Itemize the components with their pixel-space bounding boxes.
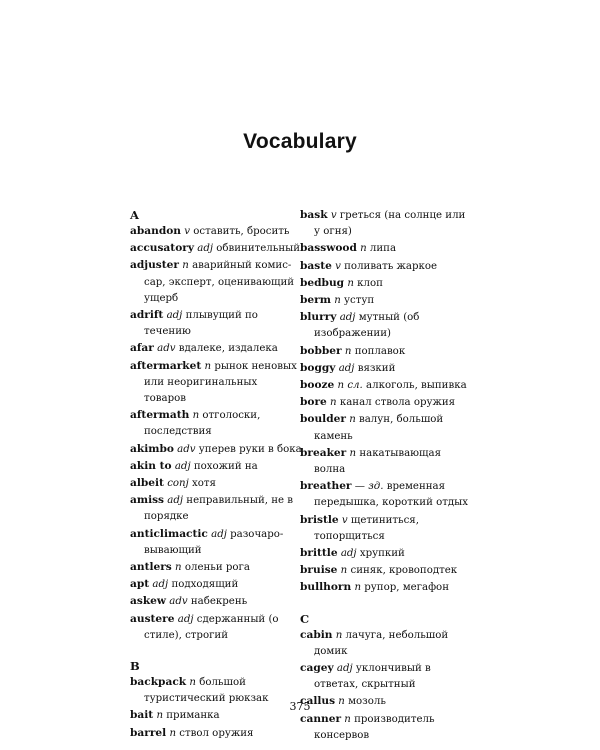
headword: blurry: [300, 311, 337, 324]
part-of-speech: adv: [157, 343, 176, 355]
headword: brittle: [300, 547, 338, 560]
headword: cabin: [300, 628, 333, 641]
part-of-speech: n: [169, 727, 177, 739]
section-letter: A: [130, 208, 139, 222]
headword: bedbug: [300, 276, 345, 289]
vocab-entry: [130, 725, 302, 742]
vocab-entry: [300, 309, 472, 342]
headword: abandon: [130, 225, 182, 237]
part-of-speech: v: [341, 514, 348, 526]
definition: сдержанный (о стиле), строгий: [144, 613, 279, 641]
part-of-speech: adj: [197, 243, 214, 255]
right-column: [300, 207, 472, 744]
definition: набекрень: [190, 596, 248, 608]
vocab-entry: [130, 223, 302, 240]
vocab-entry: [130, 407, 302, 440]
definition: мозоль: [348, 696, 386, 708]
vocab-entry: [130, 441, 302, 458]
definition: клоп: [357, 277, 383, 289]
part-of-speech: adj: [152, 579, 169, 591]
section-gap: [130, 644, 302, 658]
definition: поливать жаркое: [344, 260, 438, 272]
vocab-entry: [300, 545, 472, 562]
vocab-entry: [300, 562, 472, 579]
part-of-speech: v: [184, 226, 191, 237]
headword: bobber: [300, 344, 342, 357]
vocab-entry: [300, 360, 472, 377]
headword: basswood: [300, 242, 357, 255]
part-of-speech: n: [330, 397, 337, 409]
headword: adjuster: [130, 259, 179, 272]
definition: канал ствола оружия: [339, 397, 456, 409]
vocab-entry: [300, 394, 472, 411]
definition: уступ: [344, 295, 375, 307]
part-of-speech: n: [334, 295, 341, 307]
vocab-entry: [130, 576, 302, 593]
definition: оленьи рога: [184, 562, 250, 574]
definition: производитель консервов: [314, 713, 435, 741]
headword: antlers: [130, 561, 172, 574]
section-gap: [300, 597, 472, 611]
definition: приманка: [166, 710, 220, 722]
definition: плывущий по течению: [144, 310, 258, 338]
part-of-speech: n: [156, 710, 164, 722]
headword: boggy: [300, 361, 336, 374]
headword: bask: [300, 209, 328, 221]
part-of-speech: adj: [166, 310, 183, 322]
headword: akin to: [130, 459, 172, 472]
definition: отголоски, последствия: [144, 410, 261, 438]
definition: липа: [369, 243, 397, 255]
headword: akimbo: [130, 442, 174, 455]
vocab-entry: [130, 611, 302, 644]
part-of-speech: n: [347, 277, 354, 289]
part-of-speech: n: [340, 565, 348, 577]
part-of-speech: n: [344, 713, 351, 725]
left-column: [130, 207, 302, 742]
headword: booze: [300, 379, 335, 392]
vocab-entry: [130, 492, 302, 525]
part-of-speech: n: [182, 260, 189, 272]
part-of-speech: n: [354, 582, 362, 594]
part-of-speech: adj: [336, 663, 353, 675]
part-of-speech: n: [204, 360, 212, 372]
part-of-speech: n: [360, 243, 367, 255]
part-of-speech: adj: [174, 460, 191, 472]
vocab-entry: [300, 478, 472, 511]
part-of-speech: adv: [169, 596, 188, 608]
headword: bruise: [300, 564, 338, 577]
vocab-entry: [300, 240, 472, 257]
part-of-speech: adv: [177, 443, 196, 455]
headword: berm: [300, 294, 331, 307]
vocab-entry: [300, 512, 472, 545]
vocab-entry: [130, 307, 302, 340]
vocab-entry: [130, 240, 302, 257]
headword: callus: [300, 695, 336, 708]
part-of-speech: n сл.: [337, 380, 363, 392]
headword: accusatory: [130, 242, 194, 255]
definition: большой туристический рюкзак: [144, 677, 269, 705]
headword: aftermarket: [130, 359, 202, 372]
vocab-entry: [130, 475, 302, 492]
headword: bait: [130, 709, 154, 722]
part-of-speech: n: [189, 677, 196, 689]
definition: разочаровывающий: [144, 528, 284, 556]
vocab-entry: [300, 292, 472, 309]
page-title: Vocabulary: [243, 130, 357, 153]
definition: поплавок: [354, 345, 406, 357]
section-letter: B: [130, 659, 140, 674]
headword: aftermath: [130, 409, 190, 422]
headword: barrel: [130, 726, 167, 739]
vocab-entry: [130, 358, 302, 408]
vocab-entry: [300, 711, 472, 744]
definition: греться (на солнце или у огня): [314, 210, 466, 238]
headword: breaker: [300, 446, 347, 459]
vocab-entry: [300, 660, 472, 693]
headword: bristle: [300, 513, 339, 526]
definition: оставить, бросить: [193, 226, 290, 237]
vocab-entry: [300, 445, 472, 478]
definition: временная передышка, короткий отдых: [314, 481, 469, 509]
vocab-entry: [130, 526, 302, 559]
headword: austere: [130, 612, 175, 625]
definition: уклончивый в ответах, скрытный: [314, 663, 431, 691]
part-of-speech: adj: [338, 362, 355, 374]
headword: afar: [130, 342, 154, 355]
headword: bullhorn: [300, 581, 352, 594]
definition: похожий на: [193, 460, 258, 472]
headword: canner: [300, 712, 342, 725]
headword: albeit: [130, 477, 164, 490]
part-of-speech: adj: [340, 548, 357, 560]
part-of-speech: n: [338, 696, 345, 708]
definition: обвинительный: [216, 243, 301, 255]
definition: аварийный комиссар, эксперт, оценивающий ущерб: [144, 260, 295, 304]
part-of-speech: n: [349, 447, 357, 459]
part-of-speech: n: [349, 414, 356, 426]
part-of-speech: n: [344, 345, 352, 357]
vocab-entry: [300, 343, 472, 360]
part-of-speech: — зд.: [354, 481, 384, 493]
definition: вязкий: [357, 362, 396, 374]
part-of-speech: n: [192, 410, 200, 422]
definition: рупор, мегафон: [364, 582, 449, 594]
vocab-entry: [300, 207, 472, 240]
part-of-speech: conj: [167, 478, 189, 490]
definition: мутный (об изображении): [314, 312, 420, 340]
part-of-speech: v: [330, 210, 337, 221]
headword: boulder: [300, 413, 346, 426]
part-of-speech: v: [335, 260, 341, 272]
vocab-entry: [300, 377, 472, 394]
definition: хотя: [192, 478, 216, 490]
section-letter: C: [300, 611, 310, 626]
part-of-speech: adj: [167, 495, 184, 507]
part-of-speech: adj: [211, 528, 227, 540]
vocab-entry: [130, 559, 302, 576]
definition: уперев руки в бока: [198, 443, 302, 455]
vocab-entry: [300, 411, 472, 444]
part-of-speech: adj: [177, 613, 194, 625]
headword: breather: [300, 480, 352, 493]
definition: подходящий: [171, 579, 239, 591]
headword: baste: [300, 259, 332, 272]
definition: валун, большой камень: [314, 414, 444, 442]
definition: хрупкий: [359, 548, 405, 560]
vocab-entry: [130, 593, 302, 610]
vocab-entry: [300, 258, 472, 275]
definition: вдалеке, издалека: [178, 343, 278, 355]
definition: алкоголь, выпивка: [366, 380, 467, 392]
definition: щетиниться, топорщиться: [314, 514, 419, 542]
headword: adrift: [130, 309, 164, 322]
definition: ствол оружия: [179, 727, 254, 739]
part-of-speech: adj: [339, 312, 356, 324]
vocab-entry: [130, 340, 302, 357]
headword: bore: [300, 396, 327, 409]
headword: anticlimactic: [130, 527, 208, 540]
vocab-entry: [300, 579, 472, 596]
definition: накатывающая волна: [314, 447, 442, 476]
page-number: 375: [289, 700, 311, 713]
definition: синяк, кровоподтек: [350, 565, 458, 577]
part-of-speech: n: [335, 629, 343, 641]
headword: backpack: [130, 676, 187, 689]
vocab-entry: [130, 458, 302, 475]
headword: askew: [130, 595, 167, 608]
vocab-entry: [300, 275, 472, 292]
headword: apt: [130, 578, 150, 591]
vocab-entry: [130, 257, 302, 307]
definition: неправильный, не в порядке: [144, 495, 294, 523]
headword: cagey: [300, 662, 334, 675]
headword: amiss: [130, 494, 165, 507]
part-of-speech: n: [175, 562, 182, 574]
vocab-entry: [300, 627, 472, 660]
definition: рынок неновых или неоригинальных товаров: [144, 360, 297, 405]
definition: лачуга, небольшой домик: [314, 629, 449, 657]
